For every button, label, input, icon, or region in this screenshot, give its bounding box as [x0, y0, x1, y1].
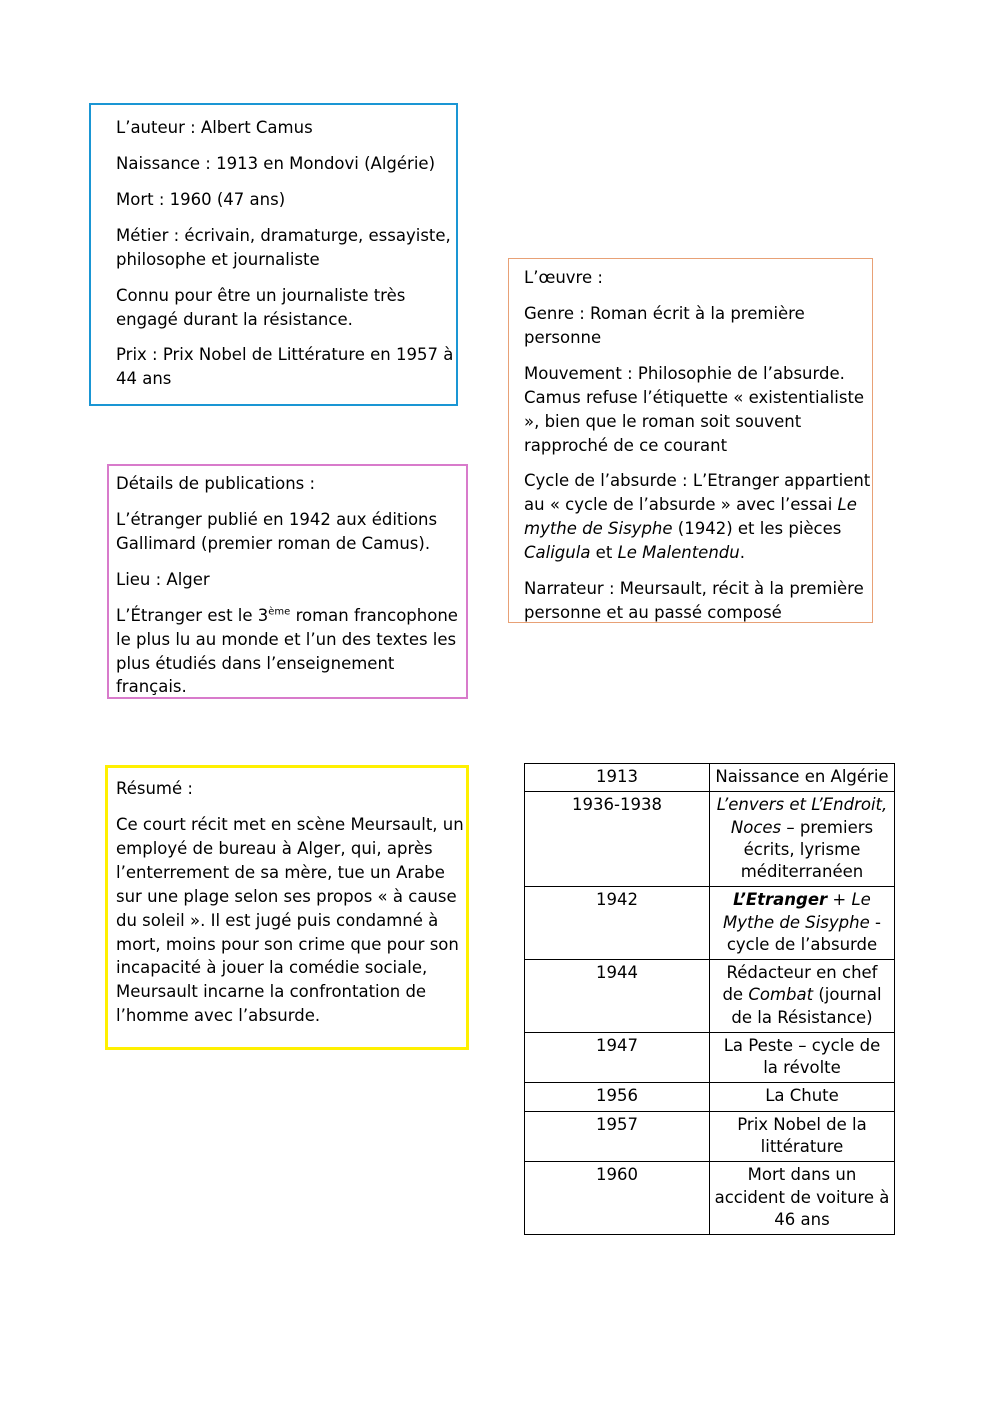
oeuvre-cycle-title-caligula: Caligula	[524, 543, 591, 563]
chronology-event-cell	[710, 764, 895, 792]
event-text: Rédacteur en chef de	[722, 963, 878, 1005]
event-text: (journal de la Résistance)	[731, 985, 882, 1027]
table-row	[525, 764, 895, 792]
event-text: Prix Nobel de la littérature	[737, 1114, 867, 1156]
publications-published: L’étranger publié en 1942 aux éditions Gallimard (premier roman de Camus).	[116, 509, 438, 553]
oeuvre-genre: Genre : Roman écrit à la première personne	[524, 303, 805, 347]
publications-box	[116, 472, 468, 699]
oeuvre-cycle-prefix: Cycle de l’absurde : L’Etranger appartient au « cycle de l’absurde » avec l’essai	[524, 471, 871, 515]
chronology-year-cell: 1947	[525, 1032, 710, 1083]
work-title-emphasis: L’Etranger	[733, 890, 828, 910]
oeuvre-narrator: Narrateur : Meursault, récit à la première personne et au passé composé	[524, 579, 864, 623]
work-title-italic: Combat	[748, 985, 814, 1005]
oeuvre-cycle-title-malentendu: Le Malentendu	[617, 543, 740, 563]
chronology-year-cell: 1913	[525, 764, 710, 792]
oeuvre-box	[524, 266, 874, 625]
author-prize: Prix : Prix Nobel de Littérature en 1957 à 44 ans	[116, 345, 454, 389]
resume-box	[116, 777, 464, 1028]
publications-rank-superscript: ème	[268, 606, 291, 618]
oeuvre-heading: L’œuvre :	[524, 268, 603, 287]
table-row	[525, 887, 895, 960]
oeuvre-cycle-mid-2: et	[590, 543, 618, 563]
oeuvre-cycle-title-sisyphe: Le mythe de Sisyphe	[524, 495, 857, 539]
resume-heading: Résumé :	[116, 779, 193, 798]
oeuvre-cycle-mid: (1942) et les pièces	[672, 519, 842, 539]
chronology-year-cell: 1944	[525, 960, 710, 1033]
event-text: La Chute	[765, 1086, 839, 1106]
author-box	[116, 116, 456, 391]
event-text: – premiers écrits, lyrisme méditerranéen	[740, 817, 874, 882]
resume-body: Ce court récit met en scène Meursault, un employé de bureau à Alger, qui, après l’enterrement de sa mère, tue un Arabe sur une plage selon ses propos « à cause du soleil ». Il est jugé puis condamné à mort, moins pour son crime que pour son incapacité à jouer la comédie sociale, Meursault incarne la confrontation de l’homme avec l’absurde.	[116, 814, 464, 1026]
table-row	[525, 1111, 895, 1162]
event-text: +	[827, 890, 852, 910]
chronology-event-cell	[710, 887, 895, 960]
chronology-year-cell: 1936-1938	[525, 792, 710, 887]
author-death: Mort : 1960 (47 ans)	[116, 189, 286, 209]
author-occupation: Métier : écrivain, dramaturge, essayiste, philosophe et journaliste	[116, 225, 451, 269]
event-text: Mort dans un accident de voiture à 46 ans	[714, 1165, 890, 1229]
publications-rank-prefix: L’Étranger est le 3	[116, 605, 269, 625]
chronology-year-cell: 1957	[525, 1111, 710, 1162]
oeuvre-movement: Mouvement : Philosophie de l’absurde. Camus refuse l’étiquette « existentialiste », bien que le roman soit souvent rapproché de ce courant	[524, 363, 865, 455]
table-row	[525, 960, 895, 1033]
oeuvre-cycle-suffix: .	[739, 543, 745, 563]
chronology-table-body	[525, 764, 895, 1235]
oeuvre-cycle	[524, 469, 874, 565]
event-text: - cycle de l’absurde	[726, 912, 881, 954]
publications-rank	[116, 604, 468, 700]
chronology-year-cell: 1942	[525, 887, 710, 960]
chronology-event-cell	[710, 1032, 895, 1083]
table-row	[525, 1032, 895, 1083]
event-text: La Peste – cycle de la révolte	[723, 1035, 881, 1078]
chronology-year-cell: 1960	[525, 1162, 710, 1235]
publications-place: Lieu : Alger	[116, 569, 210, 589]
chronology-event-cell	[710, 960, 895, 1033]
work-title-italic: L’envers et L’Endroit, Noces	[716, 795, 888, 837]
author-known-for: Connu pour être un journaliste très engagé durant la résistance.	[116, 285, 406, 329]
author-birth: Naissance : 1913 en Mondovi (Algérie)	[116, 153, 436, 173]
table-row	[525, 1083, 895, 1111]
chronology-event-cell	[710, 1162, 895, 1235]
chronology-year-cell: 1956	[525, 1083, 710, 1111]
chronology-event-cell	[710, 1083, 895, 1111]
chronology-table	[524, 763, 895, 1235]
table-row	[525, 1162, 895, 1235]
table-row	[525, 792, 895, 887]
event-text: Naissance en Algérie	[715, 767, 889, 786]
publications-heading: Détails de publications :	[116, 474, 316, 493]
chronology-event-cell	[710, 792, 895, 887]
publications-rank-suffix: roman francophone le plus lu au monde et l’un des textes les plus étudiés dans l’enseignement français.	[116, 605, 458, 697]
work-title-italic: Le Mythe de Sisyphe	[723, 890, 871, 932]
author-heading: L’auteur : Albert Camus	[116, 118, 313, 137]
chronology-event-cell	[710, 1111, 895, 1162]
